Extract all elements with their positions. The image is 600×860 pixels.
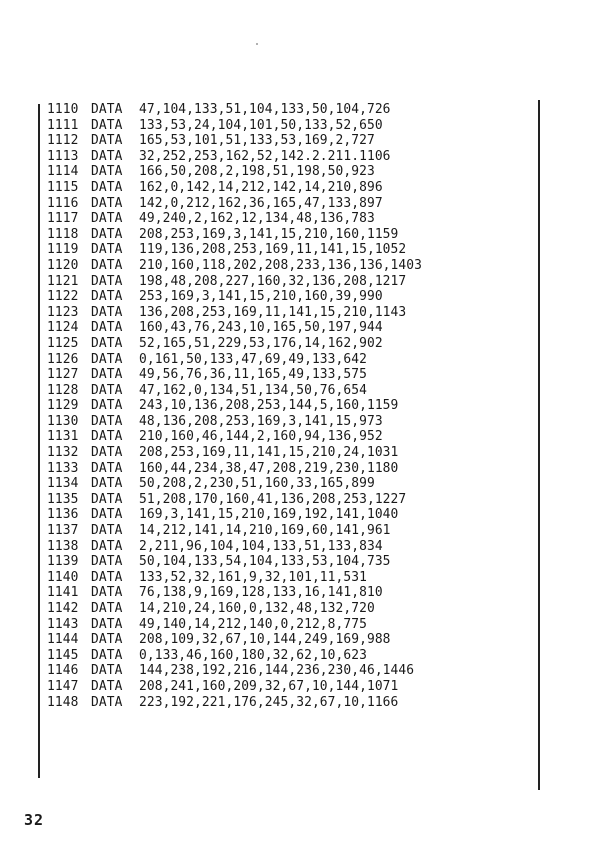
line-number: 1117 xyxy=(47,211,79,227)
data-keyword: DATA xyxy=(91,445,123,461)
data-values: 47,104,133,51,104,133,50,104,726 xyxy=(139,102,391,117)
data-values: 208,241,160,209,32,67,10,144,1071 xyxy=(139,678,399,694)
data-values: 119,136,208,253,169,11,141,15,1052 xyxy=(139,242,407,258)
listing-line xyxy=(47,227,422,243)
line-number: 1118 xyxy=(47,226,79,242)
data-keyword: DATA xyxy=(91,538,123,554)
line-number: 1133 xyxy=(47,460,79,476)
data-keyword: DATA xyxy=(91,616,123,632)
listing-line xyxy=(47,585,422,601)
data-values: 144,238,192,216,144,236,230,46,1446 xyxy=(139,663,415,679)
data-values: 210,160,46,144,2,160,94,136,952 xyxy=(139,429,383,445)
line-number: 1124 xyxy=(47,320,79,336)
data-values: 52,165,51,229,53,176,14,162,902 xyxy=(139,335,383,351)
data-keyword: DATA xyxy=(91,289,123,305)
line-number: 1135 xyxy=(47,491,79,507)
listing-line xyxy=(47,305,422,321)
line-number: 1138 xyxy=(47,538,79,554)
data-keyword: DATA xyxy=(91,398,123,414)
data-values: 208,109,32,67,10,144,249,169,988 xyxy=(139,632,391,648)
line-number: 1134 xyxy=(47,476,79,492)
line-number: 1128 xyxy=(47,382,79,398)
data-values: 48,136,208,253,169,3,141,15,973 xyxy=(139,413,383,429)
line-number: 1144 xyxy=(47,632,79,648)
line-number: 1146 xyxy=(47,663,79,679)
data-keyword: DATA xyxy=(91,273,123,289)
data-values: 169,3,141,15,210,169,192,141,1040 xyxy=(139,507,399,523)
line-number: 1127 xyxy=(47,367,79,383)
line-number: 1139 xyxy=(47,554,79,570)
data-keyword: DATA xyxy=(91,429,123,445)
line-number: 1121 xyxy=(47,273,79,289)
data-keyword: DATA xyxy=(91,601,123,616)
data-keyword: DATA xyxy=(91,320,123,336)
line-number: 1143 xyxy=(47,616,79,632)
listing-line xyxy=(47,617,422,633)
line-number: 1140 xyxy=(47,569,79,585)
listing-line xyxy=(47,570,422,586)
data-keyword: DATA xyxy=(91,413,123,429)
listing-line xyxy=(47,492,422,508)
listing-line xyxy=(47,554,422,570)
data-keyword: DATA xyxy=(91,304,123,320)
line-number: 1126 xyxy=(47,351,79,367)
data-keyword: DATA xyxy=(91,133,123,149)
data-values: 50,208,2,230,51,160,33,165,899 xyxy=(139,476,375,492)
left-margin-rule xyxy=(38,104,40,778)
data-values: 0,133,46,160,180,32,62,10,623 xyxy=(139,647,367,663)
line-number: 1111 xyxy=(47,117,79,133)
data-keyword: DATA xyxy=(91,678,123,694)
data-values: 76,138,9,169,128,133,16,141,810 xyxy=(139,585,383,601)
listing-line xyxy=(47,180,422,196)
line-number: 1120 xyxy=(47,257,79,273)
listing-line xyxy=(47,383,422,399)
listing-line xyxy=(47,289,422,305)
data-keyword: DATA xyxy=(91,242,123,258)
listing-line xyxy=(47,102,422,118)
data-keyword: DATA xyxy=(91,476,123,492)
data-values: 165,53,101,51,133,53,169,2,727 xyxy=(139,133,375,149)
data-values: 133,53,24,104,101,50,133,52,650 xyxy=(139,117,383,133)
data-values: 243,10,136,208,253,144,5,160,1159 xyxy=(139,398,399,414)
listing-line xyxy=(47,274,422,290)
listing-line xyxy=(47,352,422,368)
data-values: 160,44,234,38,47,208,219,230,1180 xyxy=(139,460,399,476)
data-values: 47,162,0,134,51,134,50,76,654 xyxy=(139,382,367,398)
data-keyword: DATA xyxy=(91,257,123,273)
data-values: 32,252,253,162,52,142.2.211.1106 xyxy=(139,148,391,164)
data-keyword: DATA xyxy=(91,694,123,710)
data-values: 50,104,133,54,104,133,53,104,735 xyxy=(139,554,391,570)
listing-line xyxy=(47,133,422,149)
listing-lines xyxy=(47,102,422,710)
listing-line xyxy=(47,164,422,180)
line-number: 1114 xyxy=(47,164,79,180)
scan-speck xyxy=(256,43,258,45)
line-number: 1130 xyxy=(47,413,79,429)
data-keyword: DATA xyxy=(91,647,123,663)
line-number: 1136 xyxy=(47,507,79,523)
listing-line xyxy=(47,258,422,274)
line-number: 1122 xyxy=(47,289,79,305)
listing-line xyxy=(47,539,422,555)
line-number: 1129 xyxy=(47,398,79,414)
listing-line xyxy=(47,601,422,617)
line-number: 1116 xyxy=(47,195,79,211)
listing-line xyxy=(47,149,422,165)
data-values: 210,160,118,202,208,233,136,136,1403 xyxy=(139,257,422,273)
data-keyword: DATA xyxy=(91,569,123,585)
line-number: 1147 xyxy=(47,678,79,694)
data-values: 160,43,76,243,10,165,50,197,944 xyxy=(139,320,383,336)
right-margin-rule xyxy=(538,100,540,790)
data-values: 51,208,170,160,41,136,208,253,1227 xyxy=(139,491,407,507)
line-number: 1131 xyxy=(47,429,79,445)
listing-line xyxy=(47,336,422,352)
listing-line xyxy=(47,320,422,336)
data-values: 14,212,141,14,210,169,60,141,961 xyxy=(139,523,391,539)
line-number: 1132 xyxy=(47,445,79,461)
line-number: 1148 xyxy=(47,694,79,710)
line-number: 1145 xyxy=(47,647,79,663)
data-values: 166,50,208,2,198,51,198,50,923 xyxy=(139,164,375,180)
listing-line xyxy=(47,242,422,258)
listing-line xyxy=(47,663,422,679)
data-values: 208,253,169,11,141,15,210,24,1031 xyxy=(139,445,399,461)
data-keyword: DATA xyxy=(91,585,123,601)
line-number: 1119 xyxy=(47,242,79,258)
data-values: 14,210,24,160,0,132,48,132,720 xyxy=(139,601,375,616)
data-keyword: DATA xyxy=(91,632,123,648)
data-keyword: DATA xyxy=(91,335,123,351)
data-keyword: DATA xyxy=(91,460,123,476)
data-values: 0,161,50,133,47,69,49,133,642 xyxy=(139,351,367,367)
data-keyword: DATA xyxy=(91,195,123,211)
data-values: 133,52,32,161,9,32,101,11,531 xyxy=(139,569,367,585)
listing-line xyxy=(47,507,422,523)
data-values: 162,0,142,14,212,142,14,210,896 xyxy=(139,179,383,195)
data-keyword: DATA xyxy=(91,117,123,133)
listing-line xyxy=(47,523,422,539)
line-number: 1123 xyxy=(47,304,79,320)
data-values: 142,0,212,162,36,165,47,133,897 xyxy=(139,195,383,211)
data-keyword: DATA xyxy=(91,491,123,507)
listing-line xyxy=(47,118,422,134)
listing-line xyxy=(47,461,422,477)
listing-line xyxy=(47,196,422,212)
line-number: 1137 xyxy=(47,523,79,539)
data-keyword: DATA xyxy=(91,382,123,398)
data-values: 208,253,169,3,141,15,210,160,1159 xyxy=(139,226,399,242)
data-values: 2,211,96,104,104,133,51,133,834 xyxy=(139,538,383,554)
data-keyword: DATA xyxy=(91,523,123,539)
line-number: 1110 xyxy=(47,102,79,117)
data-keyword: DATA xyxy=(91,554,123,570)
data-keyword: DATA xyxy=(91,663,123,679)
data-keyword: DATA xyxy=(91,164,123,180)
listing-line xyxy=(47,648,422,664)
line-number: 1112 xyxy=(47,133,79,149)
line-number: 1141 xyxy=(47,585,79,601)
data-values: 49,240,2,162,12,134,48,136,783 xyxy=(139,211,375,227)
data-keyword: DATA xyxy=(91,211,123,227)
data-values: 49,56,76,36,11,165,49,133,575 xyxy=(139,367,367,383)
listing-line xyxy=(47,695,422,711)
data-keyword: DATA xyxy=(91,507,123,523)
data-keyword: DATA xyxy=(91,179,123,195)
line-number: 1125 xyxy=(47,335,79,351)
listing-line xyxy=(47,211,422,227)
listing-line xyxy=(47,632,422,648)
page-number: 32 xyxy=(24,811,45,829)
data-values: 223,192,221,176,245,32,67,10,1166 xyxy=(139,694,399,710)
program-listing xyxy=(38,100,540,860)
listing-line xyxy=(47,414,422,430)
listing-line xyxy=(47,367,422,383)
data-keyword: DATA xyxy=(91,148,123,164)
listing-line xyxy=(47,429,422,445)
line-number: 1142 xyxy=(47,601,79,616)
listing-line xyxy=(47,398,422,414)
listing-line xyxy=(47,476,422,492)
line-number: 1115 xyxy=(47,179,79,195)
line-number: 1113 xyxy=(47,148,79,164)
data-values: 253,169,3,141,15,210,160,39,990 xyxy=(139,289,383,305)
data-keyword: DATA xyxy=(91,367,123,383)
listing-line xyxy=(47,679,422,695)
data-values: 136,208,253,169,11,141,15,210,1143 xyxy=(139,304,407,320)
listing-line xyxy=(47,445,422,461)
data-keyword: DATA xyxy=(91,351,123,367)
data-values: 198,48,208,227,160,32,136,208,1217 xyxy=(139,273,407,289)
data-keyword: DATA xyxy=(91,102,123,117)
data-values: 49,140,14,212,140,0,212,8,775 xyxy=(139,616,367,632)
data-keyword: DATA xyxy=(91,226,123,242)
